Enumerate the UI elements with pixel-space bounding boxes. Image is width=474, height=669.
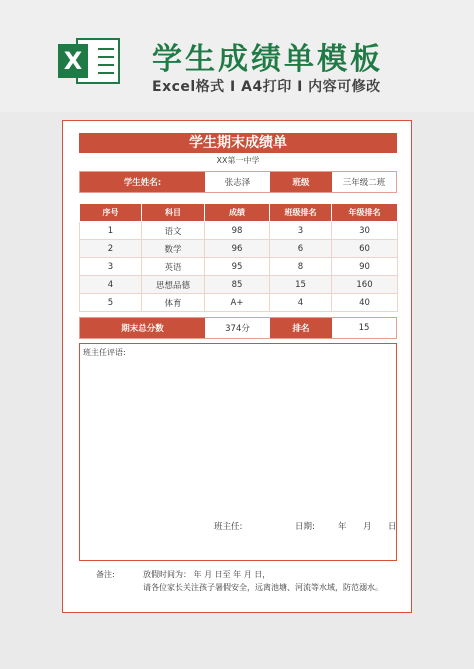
report-title: 学生期末成绩单: [79, 133, 397, 153]
template-subtitle: Excel格式 I A4打印 I 内容可修改: [152, 79, 381, 95]
cell-grade-rank[interactable]: 40: [332, 294, 398, 312]
cell-index[interactable]: 3: [80, 258, 142, 276]
class-value[interactable]: 三年级二班: [332, 172, 396, 192]
cell-index[interactable]: 4: [80, 276, 142, 294]
table-row: [80, 294, 398, 312]
cell-class-rank[interactable]: 4: [270, 294, 332, 312]
cell-score[interactable]: 85: [205, 276, 270, 294]
comment-label: 班主任评语:: [83, 348, 126, 357]
cell-class-rank[interactable]: 8: [270, 258, 332, 276]
total-score-value[interactable]: 374分: [205, 318, 270, 338]
cell-grade-rank[interactable]: 90: [332, 258, 398, 276]
cell-subject[interactable]: 英语: [142, 258, 205, 276]
class-label: 班级: [270, 172, 332, 192]
student-name-label: 学生姓名:: [80, 172, 205, 192]
grades-header-row: [80, 204, 398, 222]
cell-score[interactable]: 98: [205, 222, 270, 240]
cell-score[interactable]: 95: [205, 258, 270, 276]
date-day: 日: [388, 522, 397, 532]
cell-score[interactable]: A+: [205, 294, 270, 312]
grades-table: [79, 203, 398, 312]
total-score-label: 期末总分数: [80, 318, 205, 338]
student-info-row: [79, 171, 397, 193]
col-header-class-rank: 班级排名: [270, 204, 332, 222]
template-title: 学生成绩单模板: [152, 42, 383, 77]
date-year: 年: [338, 522, 347, 532]
excel-logo-icon: X: [58, 36, 120, 86]
cell-index[interactable]: 5: [80, 294, 142, 312]
safety-note: 请各位家长关注孩子暑假安全，远离池塘、河流等水域，防范溺水。: [143, 583, 383, 592]
date-label: 日期:: [295, 522, 315, 532]
rank-label: 排名: [270, 318, 332, 338]
cell-index[interactable]: 2: [80, 240, 142, 258]
col-header-index: 序号: [80, 204, 142, 222]
table-row: [80, 276, 398, 294]
report-card-sheet: [62, 120, 412, 613]
header-banner: [0, 0, 474, 112]
cell-subject[interactable]: 体育: [142, 294, 205, 312]
cell-subject[interactable]: 语文: [142, 222, 205, 240]
cell-class-rank[interactable]: 3: [270, 222, 332, 240]
rank-value[interactable]: 15: [332, 318, 396, 338]
cell-grade-rank[interactable]: 30: [332, 222, 398, 240]
cell-score[interactable]: 96: [205, 240, 270, 258]
teacher-signature-label: 班主任:: [214, 522, 243, 532]
table-row: [80, 240, 398, 258]
student-name-value[interactable]: 张志泽: [205, 172, 270, 192]
total-score-row: [79, 317, 397, 339]
cell-subject[interactable]: 数学: [142, 240, 205, 258]
col-header-score: 成绩: [205, 204, 270, 222]
date-month: 月: [363, 522, 372, 532]
cell-class-rank[interactable]: 6: [270, 240, 332, 258]
cell-grade-rank[interactable]: 60: [332, 240, 398, 258]
col-header-grade-rank: 年级排名: [332, 204, 398, 222]
cell-subject[interactable]: 思想品德: [142, 276, 205, 294]
cell-class-rank[interactable]: 15: [270, 276, 332, 294]
notes-label: 备注:: [96, 570, 115, 579]
cell-grade-rank[interactable]: 160: [332, 276, 398, 294]
table-row: [80, 222, 398, 240]
holiday-note: 放假时间为： 年 月 日至 年 月 日，: [143, 570, 271, 579]
school-name: XX第一中学: [216, 156, 260, 165]
col-header-subject: 科目: [142, 204, 205, 222]
cell-index[interactable]: 1: [80, 222, 142, 240]
table-row: [80, 258, 398, 276]
teacher-comment-box[interactable]: [79, 343, 397, 561]
